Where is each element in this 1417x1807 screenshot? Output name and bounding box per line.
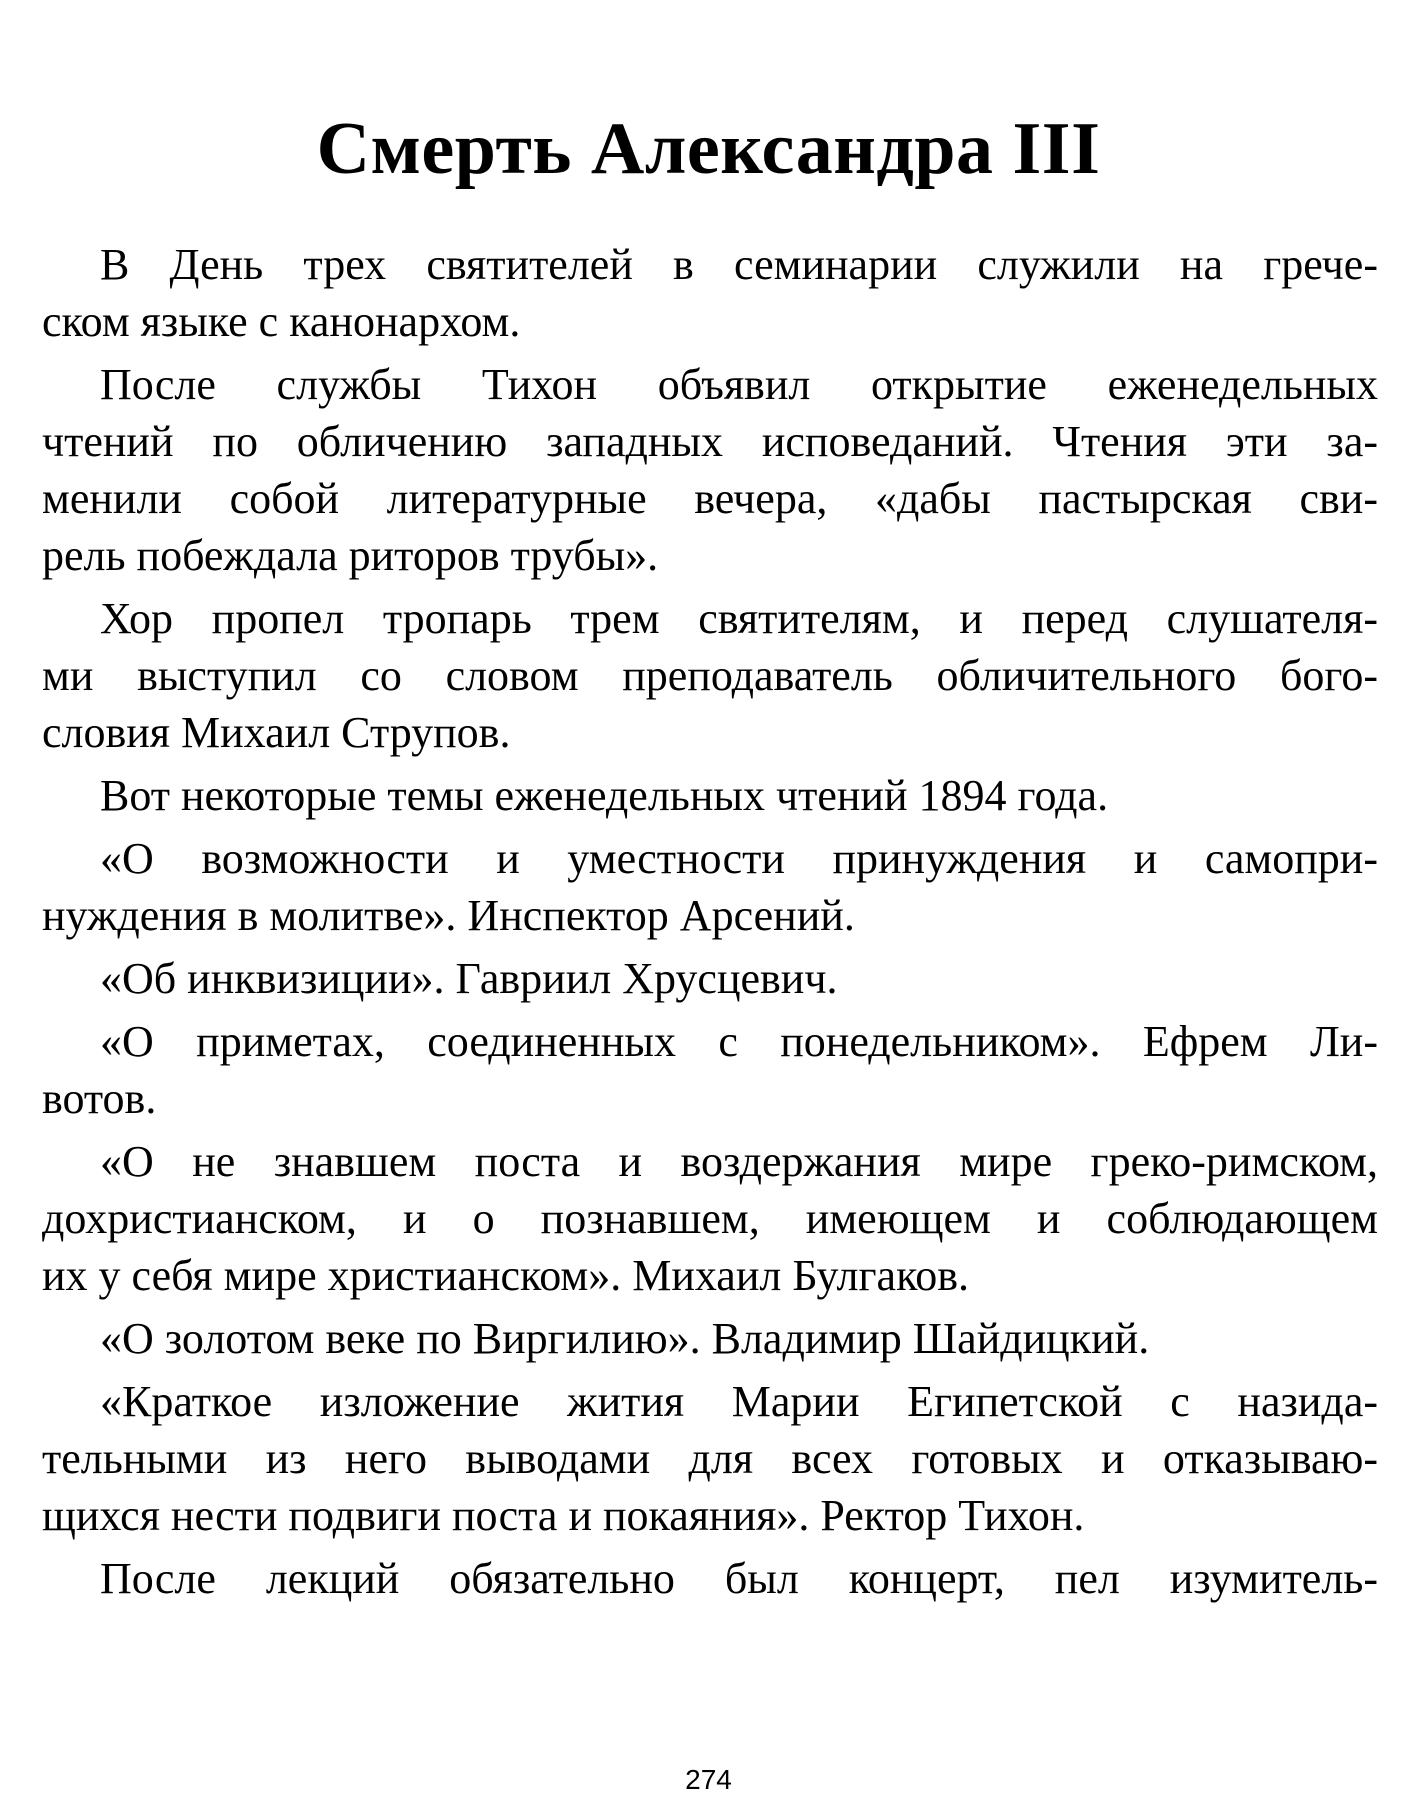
paragraph: [42, 1013, 1378, 1127]
text-line: Хор пропел тропарь трем святителям, и перед слушателя-: [100, 594, 1378, 643]
text-line: нуждения в молитве». Инспектор Арсений.: [42, 891, 855, 940]
text-line: их у себя мире христианском». Михаил Булгаков.: [42, 1251, 970, 1300]
paragraph: [42, 590, 1378, 761]
text-line: тельными из него выводами для всех готовых и отказываю-: [42, 1434, 1378, 1483]
text-line: «О золотом веке по Виргилию». Владимир Шайдицкий.: [100, 1314, 1150, 1363]
text-line: После лекций обязательно был концерт, пел изумитель-: [100, 1554, 1378, 1603]
text-line: менили собой литературные вечера, «дабы пастырская сви-: [42, 474, 1378, 523]
text-line: «О не знавшем поста и воздержания мире греко-римском,: [100, 1137, 1378, 1186]
paragraph: [42, 1550, 1378, 1607]
page-number: 274: [685, 1764, 732, 1795]
text-line: рель побеждала риторов трубы».: [42, 531, 659, 580]
paragraph: [42, 356, 1378, 584]
text-line: После службы Тихон объявил открытие еженедельных: [100, 360, 1378, 409]
paragraph: [42, 950, 1378, 1007]
text-line: чтений по обличению западных исповеданий. Чтения эти за-: [42, 417, 1378, 466]
text-line: «Об инквизиции». Гавриил Хрусцевич.: [100, 954, 838, 1003]
paragraph: [42, 767, 1378, 824]
paragraph: [42, 1310, 1378, 1367]
paragraph: [42, 1373, 1378, 1544]
text-line: щихся нести подвиги поста и покаяния». Ректор Тихон.: [42, 1491, 1085, 1540]
chapter-title: Смерть Александра III: [316, 108, 1101, 190]
text-line: В День трех святителей в семинарии служили на грече-: [100, 240, 1378, 289]
paragraph: [42, 1133, 1378, 1304]
text-line: словия Михаил Струпов.: [42, 708, 511, 757]
text-line: дохристианском, и о познавшем, имеющем и соблюдающем: [42, 1194, 1378, 1243]
text-line: «О возможности и уместности принуждения и самопри-: [100, 834, 1378, 883]
text-line: «О приметах, соединенных с понедельником». Ефрем Ли-: [100, 1017, 1378, 1066]
paragraph: [42, 236, 1378, 350]
body-text: [42, 236, 1378, 1613]
text-line: вотов.: [42, 1074, 157, 1123]
text-line: ми выступил со словом преподаватель обличительного бого-: [42, 651, 1378, 700]
paragraph: [42, 830, 1378, 944]
text-line: «Краткое изложение жития Марии Египетской с назида-: [100, 1377, 1378, 1426]
text-line: ском языке с канонархом.: [42, 297, 521, 346]
text-line: Вот некоторые темы еженедельных чтений 1894 года.: [100, 771, 1109, 820]
